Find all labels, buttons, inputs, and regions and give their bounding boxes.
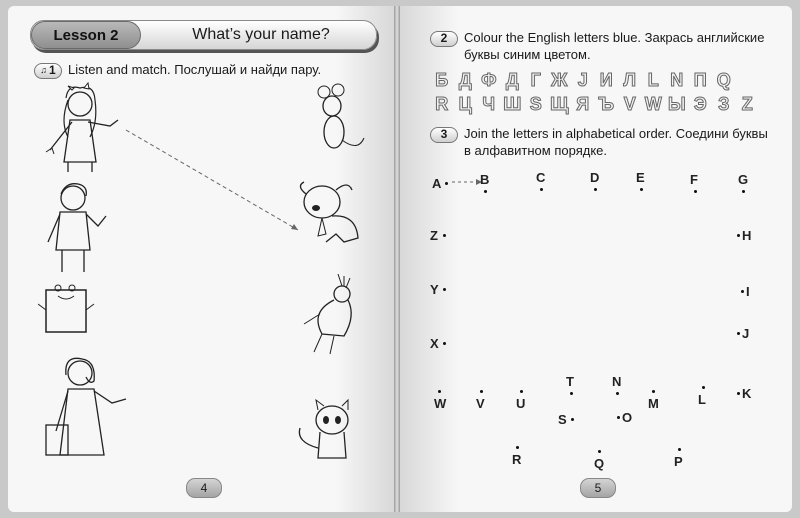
connect-dot[interactable] xyxy=(594,188,597,191)
connect-dot[interactable] xyxy=(571,418,574,421)
outline-letter[interactable]: Ъ xyxy=(598,94,615,114)
dot-letter-h: H xyxy=(742,228,752,243)
outline-letter[interactable]: Ч xyxy=(482,94,496,114)
outline-letter[interactable]: V xyxy=(623,94,636,114)
dot-letter-m: M xyxy=(648,396,659,411)
outline-letter[interactable]: Q xyxy=(716,70,731,90)
connect-dot[interactable] xyxy=(741,290,744,293)
connect-dot[interactable] xyxy=(443,342,446,345)
outline-letter[interactable]: З xyxy=(718,94,730,114)
dot-letter-d: D xyxy=(590,170,600,185)
outline-letter[interactable]: L xyxy=(647,70,659,90)
dot-letter-k: K xyxy=(742,386,752,401)
connect-dot[interactable] xyxy=(617,416,620,419)
connect-dot[interactable] xyxy=(640,188,643,191)
connect-dot[interactable] xyxy=(616,392,619,395)
connect-dot[interactable] xyxy=(516,446,519,449)
dot-letter-c: C xyxy=(536,170,546,185)
connect-dot[interactable] xyxy=(480,390,483,393)
outline-letter[interactable]: Д xyxy=(505,70,519,90)
outline-letter[interactable]: J xyxy=(577,70,588,90)
dot-letter-q: Q xyxy=(594,456,605,471)
connect-dot[interactable] xyxy=(540,188,543,191)
task1-text: Listen and match. Послушай и найди пару. xyxy=(68,62,322,77)
task2-text-line2: буквы синим цветом. xyxy=(464,46,591,62)
dot-letter-y: Y xyxy=(430,282,439,297)
dot-letter-z: Z xyxy=(430,228,438,243)
connect-dot[interactable] xyxy=(737,392,740,395)
outline-letter[interactable]: Б xyxy=(435,70,449,90)
outline-letter[interactable]: Ы xyxy=(667,94,686,114)
task3-text-line2: в алфавитном порядке. xyxy=(464,142,607,158)
outline-letter[interactable]: Л xyxy=(623,70,637,90)
dot-letter-s: S xyxy=(558,412,567,427)
alphabet-row-1 xyxy=(430,70,736,91)
connect-dot[interactable] xyxy=(484,190,487,193)
task3-text-line1: Join the letters in alphabetical order. Соедини буквы xyxy=(464,126,768,141)
outline-letter[interactable]: Ц xyxy=(458,94,472,114)
outline-letter[interactable]: Ж xyxy=(551,70,568,90)
outline-letter[interactable]: Я xyxy=(576,94,590,114)
outline-letter[interactable]: П xyxy=(693,70,707,90)
outline-letter[interactable]: Ф xyxy=(481,70,497,90)
dot-letter-e: E xyxy=(636,170,645,185)
outline-letter[interactable]: Ш xyxy=(503,94,522,114)
task3-number-badge: 3 xyxy=(430,127,458,143)
connect-dot[interactable] xyxy=(570,392,573,395)
left-page-number: 4 xyxy=(186,478,222,498)
outline-letter[interactable]: Щ xyxy=(550,94,569,114)
dot-letter-p: P xyxy=(674,454,683,469)
dot-letter-f: F xyxy=(690,172,698,187)
dot-letter-l: L xyxy=(698,392,706,407)
outline-letter[interactable]: W xyxy=(644,94,662,114)
dot-letter-a: A xyxy=(432,176,442,191)
task3-instruction xyxy=(430,126,768,158)
dot-letter-w: W xyxy=(434,396,447,411)
outline-letter[interactable]: И xyxy=(599,70,613,90)
outline-letter[interactable]: R xyxy=(435,94,449,114)
connect-dot[interactable] xyxy=(443,288,446,291)
connect-dot[interactable] xyxy=(520,390,523,393)
connect-dot[interactable] xyxy=(737,234,740,237)
task2-text-line1: Colour the English letters blue. Закрась английские xyxy=(464,30,765,45)
outline-letter[interactable]: Д xyxy=(458,70,472,90)
connect-dot[interactable] xyxy=(652,390,655,393)
connect-dot[interactable] xyxy=(742,190,745,193)
task1-number: 1 xyxy=(49,63,56,78)
connect-dot[interactable] xyxy=(737,332,740,335)
dot-letter-t: T xyxy=(566,374,574,389)
connect-dot[interactable] xyxy=(694,190,697,193)
outline-letter[interactable]: N xyxy=(670,70,684,90)
dot-letter-x: X xyxy=(430,336,439,351)
dot-letter-u: U xyxy=(516,396,526,411)
connect-dot[interactable] xyxy=(443,234,446,237)
connect-dot[interactable] xyxy=(445,182,448,185)
dot-letter-i: I xyxy=(746,284,750,299)
dot-letter-r: R xyxy=(512,452,522,467)
dot-letter-n: N xyxy=(612,374,622,389)
dot-letter-b: B xyxy=(480,172,490,187)
task2-instruction xyxy=(430,30,764,62)
dot-letter-g: G xyxy=(738,172,749,187)
alphabet-row-2 xyxy=(430,94,759,115)
outline-letter[interactable]: S xyxy=(529,94,542,114)
headphones-icon: ♫ xyxy=(40,65,48,76)
connect-dot[interactable] xyxy=(438,390,441,393)
outline-letter[interactable]: Э xyxy=(693,94,707,114)
outline-letter[interactable]: Z xyxy=(741,94,753,114)
lesson-title: What’s your name? xyxy=(192,26,330,43)
outline-letter[interactable]: Г xyxy=(530,70,541,90)
connect-dot[interactable] xyxy=(678,448,681,451)
dot-letter-v: V xyxy=(476,396,485,411)
connect-dot[interactable] xyxy=(702,386,705,389)
connect-dot[interactable] xyxy=(598,450,601,453)
right-page-number: 5 xyxy=(580,478,616,498)
lesson-label: Lesson 2 xyxy=(31,21,141,49)
dot-letter-o: O xyxy=(622,410,633,425)
dot-letter-j: J xyxy=(742,326,750,341)
task2-number-badge: 2 xyxy=(430,31,458,47)
